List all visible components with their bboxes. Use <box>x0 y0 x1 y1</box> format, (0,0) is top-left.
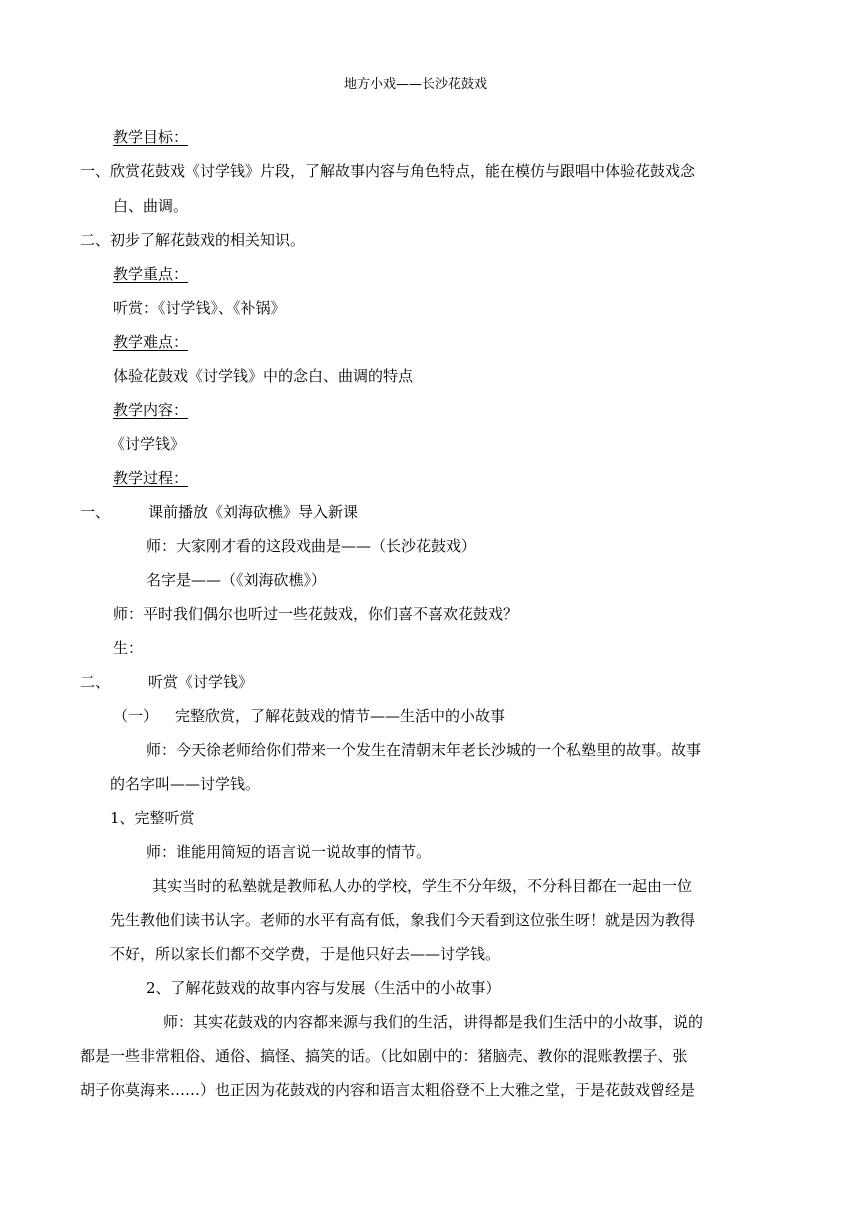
section-number: 一、 <box>80 503 111 521</box>
section-heading: 听赏《讨学钱》 <box>148 673 254 691</box>
heading-content: 教学内容： <box>113 401 189 419</box>
paragraph-line: 《讨学钱》 <box>110 435 186 453</box>
paragraph-line: 先生教他们读书认字。老师的水平有高有低，象我们今天看到这位张生呀！就是因为教得 <box>110 911 696 929</box>
paragraph-line: 师：今天徐老师给你们带来一个发生在清朝末年老长沙城的一个私塾里的故事。故事 <box>146 741 702 759</box>
paragraph-line: 师：谁能用简短的语言说一说故事的情节。 <box>146 843 432 861</box>
paragraph-line: 师：其实花鼓戏的内容都来源与我们的生活，讲得都是我们生活中的小故事，说的 <box>163 1013 704 1031</box>
document-title: 地方小戏——长沙花鼓戏 <box>344 77 488 92</box>
paragraph-line: 都是一些非常粗俗、通俗、搞怪、搞笑的话。（比如剧中的：猪脑壳、教你的混账教摆子、张 <box>80 1047 688 1065</box>
paragraph-line: 生： <box>113 639 144 657</box>
paragraph-line: 胡子你莫海来……）也正因为花鼓戏的内容和语言太粗俗登不上大雅之堂，于是花鼓戏曾经是 <box>80 1081 696 1099</box>
paragraph-line: 听赏：《讨学钱》、《补锅》 <box>113 299 286 317</box>
subsection-number: （一） <box>113 707 159 725</box>
subsection-heading: 完整欣赏，了解花鼓戏的情节——生活中的小故事 <box>175 707 506 725</box>
paragraph-line: 二、初步了解花鼓戏的相关知识。 <box>80 231 306 249</box>
heading-objectives: 教学目标： <box>113 128 189 146</box>
heading-difficulties: 教学难点： <box>113 333 189 351</box>
paragraph-line: 不好，所以家长们都不交学费，于是他只好去——讨学钱。 <box>110 945 501 963</box>
paragraph-line: 白、曲调。 <box>113 197 189 215</box>
paragraph-line: 其实当时的私塾就是教师私人办的学校，学生不分年级，不分科目都在一起由一位 <box>152 877 693 895</box>
section-number: 二、 <box>80 673 111 691</box>
paragraph-line: 的名字叫——讨学钱。 <box>110 775 261 793</box>
paragraph-line: 体验花鼓戏《讨学钱》中的念白、曲调的特点 <box>113 367 414 385</box>
section-heading: 课前播放《刘海砍樵》导入新课 <box>148 503 359 521</box>
paragraph-line: 师：平时我们偶尔也听过一些花鼓戏，你们喜不喜欢花鼓戏？ <box>113 605 519 623</box>
heading-key-points: 教学重点： <box>113 265 189 283</box>
paragraph-line: 名字是——（《刘海砍樵》） <box>146 571 327 589</box>
paragraph-line: 2、了解花鼓戏的故事内容与发展（生活中的小故事） <box>146 979 501 997</box>
paragraph-line: 一、欣赏花鼓戏《讨学钱》片段，了解故事内容与角色特点，能在模仿与跟唱中体验花鼓戏念 <box>80 162 696 180</box>
paragraph-line: 1、完整听赏 <box>110 809 195 827</box>
paragraph-line: 师：大家刚才看的这段戏曲是——（长沙花鼓戏） <box>146 537 477 555</box>
heading-process: 教学过程： <box>113 469 189 487</box>
